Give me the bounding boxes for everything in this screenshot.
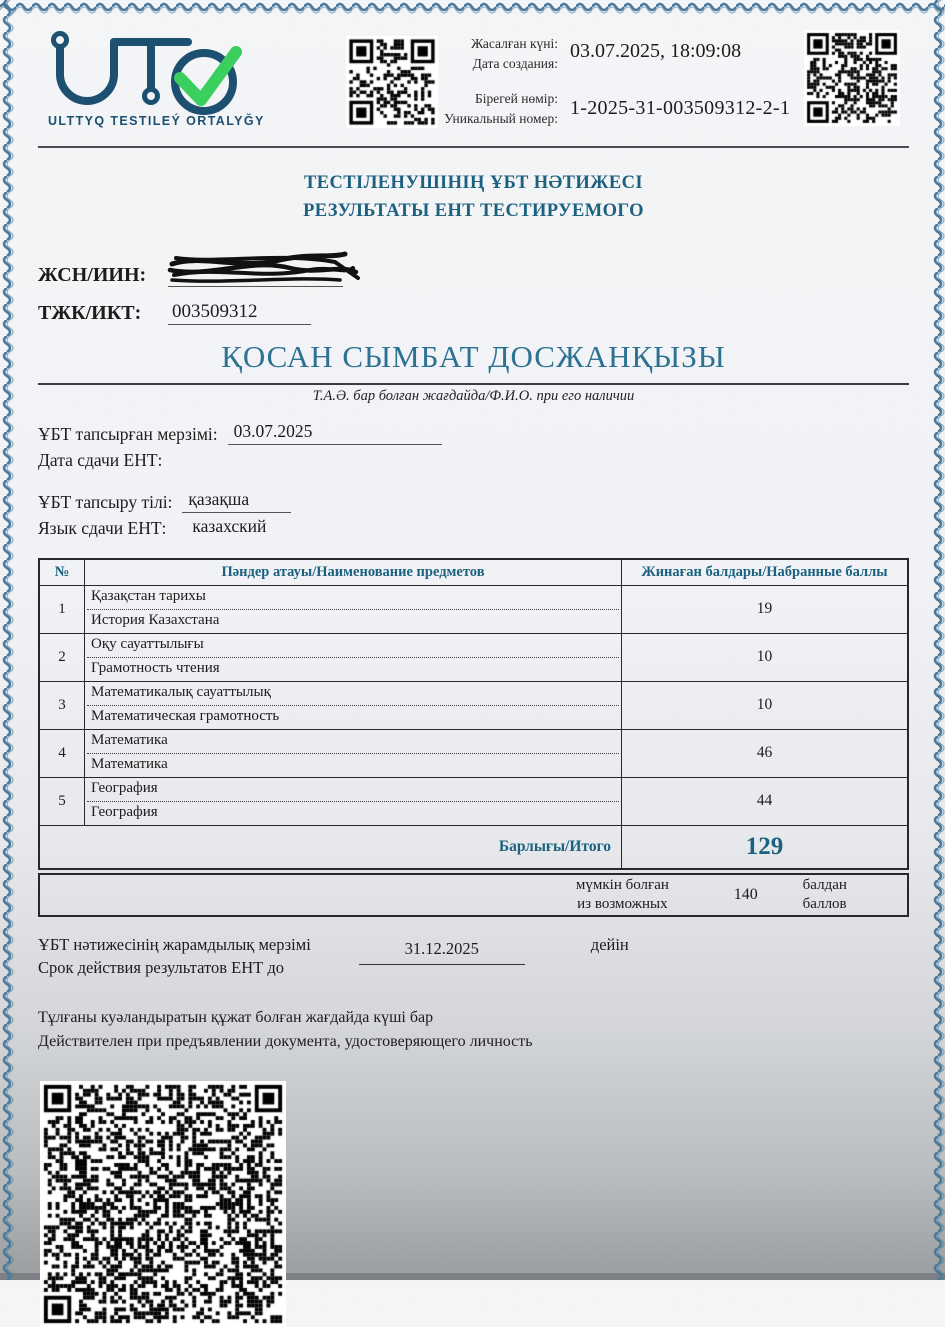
subject-name-ru: Грамотность чтения <box>91 659 220 676</box>
disclaimer <box>38 1006 909 1052</box>
row-number: 4 <box>39 729 85 777</box>
possible-points-value: 140 <box>733 885 758 903</box>
validity-section <box>38 933 909 981</box>
points-word-ru: баллов <box>802 895 847 912</box>
score-table-row <box>39 633 908 681</box>
pen-scribble <box>160 244 360 290</box>
unique-label-kk: Бірегей нөмір: <box>475 91 558 107</box>
subject-score: 46 <box>622 729 909 777</box>
possible-points-box <box>38 873 909 917</box>
col-header-score: Жинаған балдары/Набранные баллы <box>622 559 909 586</box>
title-line-kk: ТЕСТІЛЕНУШІНІҢ ҰБТ НӘТИЖЕСІ <box>304 173 643 193</box>
row-number: 1 <box>39 585 85 633</box>
iin-label: ЖСН/ИИН: <box>38 263 147 286</box>
language-value-kk: қазақша <box>182 489 291 513</box>
total-label: Барлығы/Итого <box>39 825 622 869</box>
wavy-border-right <box>931 0 945 1280</box>
header-field-values <box>570 34 800 120</box>
identity-fields <box>38 248 909 325</box>
subject-name-kk: Математика <box>91 731 168 748</box>
created-label-kk: Жасалған күні: <box>471 36 558 51</box>
subject-name-kk: География <box>91 779 158 796</box>
subject-score: 10 <box>622 633 909 681</box>
scores-table <box>38 558 909 870</box>
logo-caption-svg: ULTTYQ TESTILEÝ ORTALYĞY <box>48 114 265 128</box>
total-score-value: 129 <box>622 825 909 869</box>
disclaimer-ru: Действителен при предъявлении документа, удостоверяющего личность <box>38 1032 533 1050</box>
subject-score: 10 <box>622 681 909 729</box>
document-header <box>38 24 909 128</box>
wavy-border-left <box>0 0 14 1280</box>
header-field-labels <box>408 34 558 144</box>
header-separator <box>38 146 909 148</box>
iin-value-redacted <box>168 248 343 287</box>
name-underline <box>38 383 909 385</box>
exam-date-value: 03.07.2025 <box>228 421 442 445</box>
unique-number: 1-2025-31-003509312-2-1 <box>570 97 791 119</box>
validity-until-word: дейін <box>590 934 629 954</box>
subject-name-ru: Математическая грамотность <box>91 707 280 724</box>
row-number: 2 <box>39 633 85 681</box>
points-word-kk: балдан <box>802 876 847 893</box>
language-label-ru: Язык сдачи ЕНТ: <box>38 518 167 539</box>
language-value-ru: казахский <box>192 516 267 536</box>
validity-label-kk: ҰБТ нәтижесінің жарамдылық мерзімі <box>38 934 311 954</box>
possible-label-kk: мүмкін болған <box>575 876 669 893</box>
score-table-row <box>39 777 908 825</box>
document-title <box>38 170 909 226</box>
language-label-kk: ҰБТ тапсыру тілі: <box>38 492 173 512</box>
subject-name-ru: География <box>91 803 158 820</box>
col-header-subject: Пәндер атауы/Наименование предметов <box>85 559 622 586</box>
qr-code-top-right <box>804 30 900 126</box>
exam-date-field <box>38 421 909 474</box>
exam-date-label-ru: Дата сдачи ЕНТ: <box>38 449 163 470</box>
subject-score: 44 <box>622 777 909 825</box>
subject-name-kk: Қазақстан тарихы <box>91 587 206 604</box>
created-datetime: 03.07.2025, 18:09:08 <box>570 40 742 62</box>
possible-label-ru: из возможных <box>577 895 668 912</box>
wavy-border-top <box>0 0 945 14</box>
scores-table-header <box>39 559 908 586</box>
validity-date: 31.12.2025 <box>359 939 525 965</box>
subject-name-ru: Математика <box>91 755 168 772</box>
name-caption: Т.А.Ә. бар болған жағдайда/Ф.И.О. при его наличии <box>312 387 635 404</box>
exam-date-label-kk: ҰБТ тапсырған мерзімі: <box>38 423 218 444</box>
person-name-block <box>38 339 909 405</box>
score-table-row <box>39 729 908 777</box>
row-number: 3 <box>39 681 85 729</box>
disclaimer-kk: Тұлғаны куәландыратын құжат болған жағдайда күші бар <box>38 1009 434 1027</box>
subject-name-ru: История Казахстана <box>91 611 220 628</box>
row-number: 5 <box>39 777 85 825</box>
subject-name-kk: Математикалық сауаттылық <box>91 683 271 700</box>
total-row <box>39 825 908 869</box>
unique-label-ru: Уникальный номер: <box>444 110 558 126</box>
ikt-label: ТЖК/ИКТ: <box>38 301 142 324</box>
ikt-value: 003509312 <box>168 301 311 325</box>
utc-logo-icon <box>38 26 268 130</box>
exam-fields <box>38 421 909 542</box>
created-label-ru: Дата создания: <box>472 55 558 71</box>
title-line-ru: РЕЗУЛЬТАТЫ ЕНТ ТЕСТИРУЕМОГО <box>303 200 644 221</box>
score-table-row <box>39 681 908 729</box>
exam-language-field <box>38 489 909 542</box>
subject-name-kk: Оқу сауаттылығы <box>91 635 204 652</box>
validity-label-ru: Срок действия результатов ЕНТ до <box>38 958 284 978</box>
qr-code-verification <box>40 1081 286 1327</box>
col-header-number: № <box>39 559 85 586</box>
utc-logo <box>38 26 268 135</box>
person-name: ҚОСАН СЫМБАТ ДОСЖАНҚЫЗЫ <box>221 338 726 374</box>
score-table-row <box>39 585 908 633</box>
subject-score: 19 <box>622 585 909 633</box>
